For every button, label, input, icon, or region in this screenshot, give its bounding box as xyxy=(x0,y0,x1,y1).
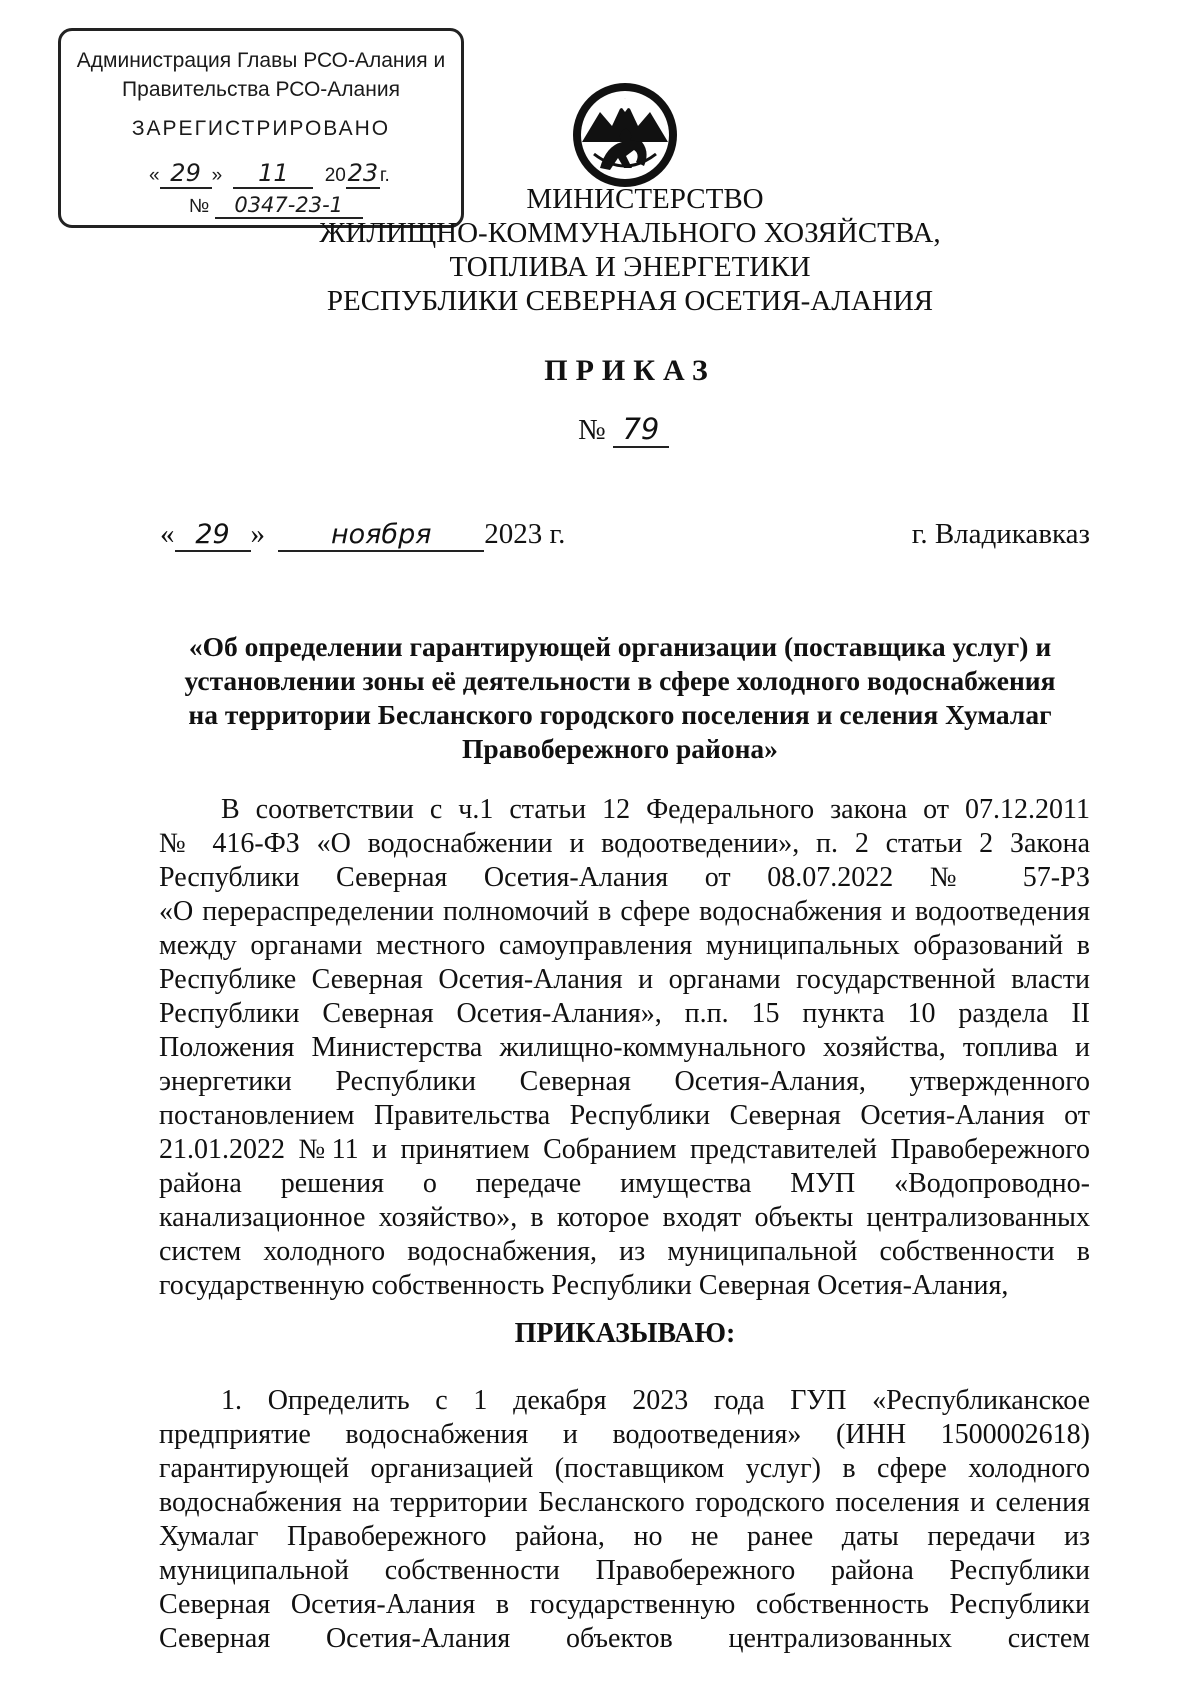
preamble-line: государственную собственность Республики Северная Осетия-Алания, xyxy=(159,1270,1009,1301)
preamble-line: Республики Северная Осетия-Алания от 08.07.2022 № 57-РЗ xyxy=(159,862,1090,893)
preamble-paragraph xyxy=(159,793,1090,1303)
item-line: водоснабжения на территории Бесланского городского поселения и селения xyxy=(159,1487,1090,1518)
preamble-line: Положения Министерства жилищно-коммунального хозяйства, топлива и xyxy=(159,1032,1090,1063)
item-1-paragraph xyxy=(159,1384,1090,1656)
stamp-quote-open: « xyxy=(149,165,160,186)
preamble-line: канализационное хозяйство», в которое входят объекты централизованных xyxy=(159,1202,1090,1233)
item-line: предприятие водоснабжения и водоотведения» (ИНН 1500002618) xyxy=(159,1419,1090,1450)
item-line: Северная Осетия-Алания объектов централизованных систем xyxy=(159,1623,1090,1654)
preamble-line: Республики Северная Осетия-Алания», п.п. 15 пункта 10 раздела II xyxy=(159,998,1090,1029)
stamp-year-end: г. xyxy=(379,165,390,186)
date-quote-open: « xyxy=(160,518,175,550)
order-title: ПРИКАЗ xyxy=(544,354,716,387)
stamp-number-label: № xyxy=(189,196,210,217)
ministry-line-2: ЖИЛИЩНО-КОММУНАЛЬНОГО ХОЗЯЙСТВА, xyxy=(319,217,941,249)
stamp-date-month: 11 xyxy=(233,159,313,189)
preamble-line: систем холодного водоснабжения, из муниципальной собственности в xyxy=(159,1236,1090,1267)
date-month: ноября xyxy=(278,519,484,552)
item-line: муниципальной собственности Правобережного района Республики xyxy=(159,1555,1090,1586)
stamp-line-2: Правительства РСО-Алания xyxy=(122,78,400,101)
ministry-line-3: ТОПЛИВА И ЭНЕРГЕТИКИ xyxy=(449,251,811,283)
stamp-date-day: 29 xyxy=(160,159,212,189)
subject-line: «Об определении гарантирующей организации (поставщика услуг) и xyxy=(188,631,1052,662)
order-number-value: 79 xyxy=(613,412,669,448)
preamble-line: постановлением Правительства Республики Северная Осетия-Алания от xyxy=(159,1100,1090,1131)
stamp-number-value: 0347-23-1 xyxy=(215,193,363,219)
ministry-header xyxy=(300,182,960,318)
preamble-line: района решения о передаче имущества МУП «Водопроводно- xyxy=(159,1168,1090,1199)
stamp-line-1: Администрация Главы РСО-Алания и xyxy=(76,49,446,72)
item-line: гарантирующей организацией (поставщиком услуг) в сфере холодного xyxy=(159,1453,1090,1484)
subject-line: на территории Бесланского городского поселения и селения Хумалаг xyxy=(188,699,1052,730)
coat-of-arms-emblem xyxy=(570,80,680,190)
item-line: 1. Определить с 1 декабря 2023 года ГУП «Республиканское xyxy=(221,1385,1090,1416)
preamble-line: энергетики Республики Северная Осетия-Алания, утвержденного xyxy=(159,1066,1090,1097)
subject-line: Правобережного района» xyxy=(462,733,778,764)
preamble-line: Республике Северная Осетия-Алания и органами государственной власти xyxy=(159,964,1090,995)
order-date xyxy=(160,518,565,552)
order-city: г. Владикавказ xyxy=(911,518,1090,550)
item-line: Хумалаг Правобережного района, но не ранее даты передачи из xyxy=(159,1521,1090,1552)
preamble-line: № 416-ФЗ «О водоснабжении и водоотведении», п. 2 статьи 2 Закона xyxy=(159,828,1090,859)
stamp-year-prefix: 20 xyxy=(324,165,346,186)
stamp-year-suffix: 23 xyxy=(347,159,379,187)
date-year: 2023 г. xyxy=(484,518,566,550)
preamble-line: 21.01.2022 №11 и принятием Собранием представителей Правобережного xyxy=(159,1134,1090,1165)
preamble-line: «О перераспределении полномочий в сфере водоснабжения и водоотведения xyxy=(159,896,1090,927)
preamble-line: между органами местного самоуправления муниципальных образований в xyxy=(159,930,1090,961)
preamble-line: В соответствии с ч.1 статьи 12 Федерального закона от 07.12.2011 xyxy=(221,794,1090,825)
order-number xyxy=(578,412,669,448)
ministry-line-4: РЕСПУБЛИКИ СЕВЕРНАЯ ОСЕТИЯ-АЛАНИЯ xyxy=(326,285,934,317)
order-subject xyxy=(140,630,1100,766)
date-day: 29 xyxy=(175,519,251,552)
subject-line: установлении зоны её деятельности в сфере холодного водоснабжения xyxy=(184,665,1056,696)
directive-heading: ПРИКАЗЫВАЮ: xyxy=(514,1318,736,1349)
order-number-label: № xyxy=(578,414,606,446)
item-line: Северная Осетия-Алания в государственную собственность Республики xyxy=(159,1589,1090,1620)
stamp-quote-close: » xyxy=(211,165,223,186)
stamp-registered: ЗАРЕГИСТРИРОВАНО xyxy=(131,117,391,140)
ministry-line-1: МИНИСТЕРСТВО xyxy=(526,183,764,215)
date-quote-close: » xyxy=(250,518,265,550)
